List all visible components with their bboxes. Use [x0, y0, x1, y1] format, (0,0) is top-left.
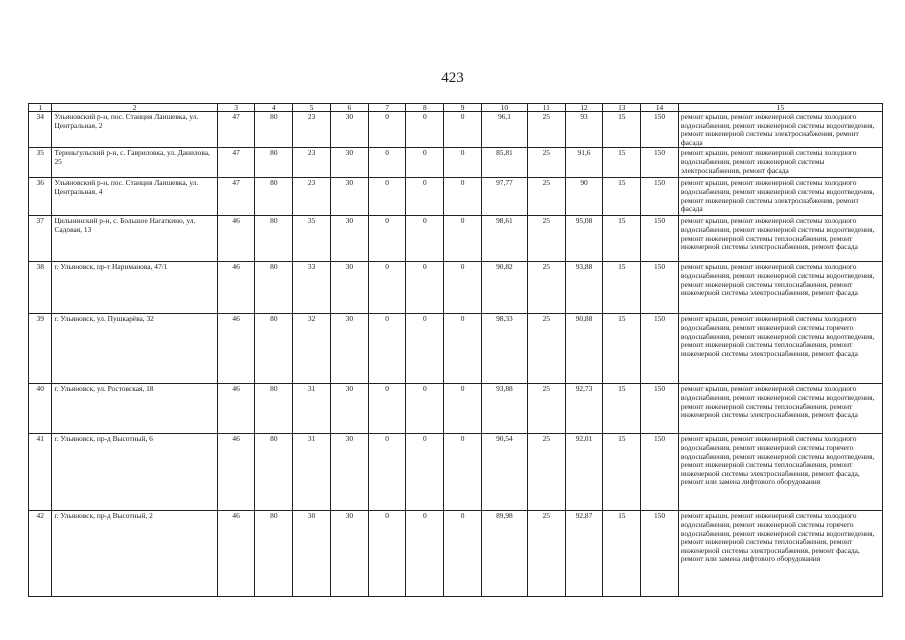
value-cell: 92,73 — [565, 384, 603, 434]
value-cell: 0 — [368, 216, 406, 262]
capital-repair-table — [28, 103, 883, 597]
value-cell: 150 — [641, 314, 679, 384]
column-header: 5 — [293, 104, 331, 112]
value-cell: 30 — [330, 511, 368, 597]
table-row — [29, 216, 883, 262]
value-cell: 30 — [330, 178, 368, 216]
value-cell: 0 — [406, 262, 444, 314]
value-cell: 15 — [603, 178, 641, 216]
row-number: 34 — [29, 112, 52, 148]
value-cell: 23 — [293, 112, 331, 148]
value-cell: 98,61 — [481, 216, 527, 262]
value-cell: 80 — [255, 178, 293, 216]
value-cell: 0 — [444, 178, 482, 216]
value-cell: 15 — [603, 112, 641, 148]
value-cell: 150 — [641, 434, 679, 511]
column-header: 7 — [368, 104, 406, 112]
column-header: 13 — [603, 104, 641, 112]
address-cell: г. Ульяновск, пр-т Нариманова, 47/1 — [52, 262, 217, 314]
value-cell: 150 — [641, 112, 679, 148]
address-cell: Цильнинский р-н, с. Большое Нагаткино, ул. Садовая, 13 — [52, 216, 217, 262]
value-cell: 0 — [406, 434, 444, 511]
row-number: 41 — [29, 434, 52, 511]
value-cell: 0 — [368, 434, 406, 511]
value-cell: 30 — [330, 216, 368, 262]
row-number: 39 — [29, 314, 52, 384]
row-number: 35 — [29, 148, 52, 178]
value-cell: 150 — [641, 262, 679, 314]
row-number: 36 — [29, 178, 52, 216]
value-cell: 46 — [217, 384, 255, 434]
table-row — [29, 314, 883, 384]
value-cell: 95,08 — [565, 216, 603, 262]
value-cell: 47 — [217, 112, 255, 148]
value-cell: 15 — [603, 148, 641, 178]
value-cell: 80 — [255, 216, 293, 262]
value-cell: 0 — [368, 314, 406, 384]
value-cell: 0 — [368, 262, 406, 314]
value-cell: 30 — [330, 112, 368, 148]
address-cell: г. Ульяновск, ул. Пушкарёва, 32 — [52, 314, 217, 384]
value-cell: 98,33 — [481, 314, 527, 384]
works-cell: ремонт крыши, ремонт инженерной системы холодного водоснабжения, ремонт инженерной системы горячего водоснабжения, ремонт инженерной системы водоотведения, ремонт инженерной системы теплоснабжения, ремонт инженерной системы электроснабжения, ремонт фасада — [678, 314, 882, 384]
value-cell: 0 — [368, 112, 406, 148]
address-cell: г. Ульяновск, ул. Ростовская, 18 — [52, 384, 217, 434]
column-header: 6 — [330, 104, 368, 112]
page-number: 423 — [441, 70, 464, 86]
row-number: 37 — [29, 216, 52, 262]
table-row — [29, 148, 883, 178]
column-header: 9 — [444, 104, 482, 112]
value-cell: 15 — [603, 262, 641, 314]
table-row — [29, 511, 883, 597]
column-header: 4 — [255, 104, 293, 112]
value-cell: 32 — [293, 314, 331, 384]
table-row — [29, 112, 883, 148]
value-cell: 25 — [527, 216, 565, 262]
value-cell: 30 — [330, 314, 368, 384]
value-cell: 0 — [444, 511, 482, 597]
works-cell: ремонт крыши, ремонт инженерной системы холодного водоснабжения, ремонт инженерной системы водоотведения, ремонт инженерной системы теплоснабжения, ремонт инженерной системы электроснабжения, ремонт фасада — [678, 384, 882, 434]
address-cell: г. Ульяновск, пр-д Высотный, 6 — [52, 434, 217, 511]
column-header: 11 — [527, 104, 565, 112]
works-cell: ремонт крыши, ремонт инженерной системы холодного водоснабжения, ремонт инженерной системы водоотведения, ремонт инженерной системы теплоснабжения, ремонт инженерной системы электроснабжения, ремонт фасада — [678, 216, 882, 262]
value-cell: 0 — [368, 178, 406, 216]
works-cell: ремонт крыши, ремонт инженерной системы холодного водоснабжения, ремонт инженерной системы электроснабжения, ремонт фасада — [678, 148, 882, 178]
value-cell: 93 — [565, 112, 603, 148]
value-cell: 30 — [330, 262, 368, 314]
works-cell: ремонт крыши, ремонт инженерной системы холодного водоснабжения, ремонт инженерной системы горячего водоснабжения, ремонт инженерной системы водоотведения, ремонт инженерной системы теплоснабжения, ремонт инженерной системы электроснабжения, ремонт фасада, ремонт или замена лифтового оборудования — [678, 511, 882, 597]
value-cell: 15 — [603, 314, 641, 384]
value-cell: 15 — [603, 216, 641, 262]
column-header: 1 — [29, 104, 52, 112]
value-cell: 25 — [527, 314, 565, 384]
value-cell: 96,1 — [481, 112, 527, 148]
value-cell: 150 — [641, 216, 679, 262]
value-cell: 31 — [293, 434, 331, 511]
column-header: 12 — [565, 104, 603, 112]
value-cell: 90,82 — [481, 262, 527, 314]
table-row — [29, 178, 883, 216]
value-cell: 0 — [368, 511, 406, 597]
value-cell: 85,81 — [481, 148, 527, 178]
value-cell: 0 — [444, 434, 482, 511]
value-cell: 0 — [444, 314, 482, 384]
works-cell: ремонт крыши, ремонт инженерной системы холодного водоснабжения, ремонт инженерной системы водоотведения, ремонт инженерной системы теплоснабжения, ремонт инженерной системы электроснабжения, ремонт фасада — [678, 262, 882, 314]
value-cell: 30 — [330, 434, 368, 511]
value-cell: 0 — [406, 178, 444, 216]
row-number: 38 — [29, 262, 52, 314]
value-cell: 80 — [255, 148, 293, 178]
value-cell: 25 — [527, 262, 565, 314]
value-cell: 30 — [293, 511, 331, 597]
value-cell: 0 — [444, 262, 482, 314]
value-cell: 23 — [293, 148, 331, 178]
value-cell: 80 — [255, 262, 293, 314]
value-cell: 150 — [641, 511, 679, 597]
value-cell: 80 — [255, 112, 293, 148]
column-header: 14 — [641, 104, 679, 112]
table-row — [29, 262, 883, 314]
value-cell: 25 — [527, 511, 565, 597]
value-cell: 15 — [603, 434, 641, 511]
value-cell: 46 — [217, 314, 255, 384]
value-cell: 25 — [527, 112, 565, 148]
value-cell: 90,54 — [481, 434, 527, 511]
works-cell: ремонт крыши, ремонт инженерной системы холодного водоснабжения, ремонт инженерной системы горячего водоснабжения, ремонт инженерной системы водоотведения, ремонт инженерной системы теплоснабжения, ремонт инженерной системы электроснабжения, ремонт фасада, ремонт или замена лифтового оборудования — [678, 434, 882, 511]
value-cell: 46 — [217, 511, 255, 597]
value-cell: 25 — [527, 148, 565, 178]
value-cell: 30 — [330, 384, 368, 434]
value-cell: 150 — [641, 178, 679, 216]
column-number-row — [29, 104, 883, 112]
works-cell: ремонт крыши, ремонт инженерной системы холодного водоснабжения, ремонт инженерной системы водоотведения, ремонт инженерной системы электроснабжения, ремонт фасада — [678, 112, 882, 148]
row-number: 40 — [29, 384, 52, 434]
value-cell: 30 — [330, 148, 368, 178]
value-cell: 0 — [406, 314, 444, 384]
value-cell: 0 — [444, 112, 482, 148]
table-row — [29, 384, 883, 434]
value-cell: 0 — [406, 511, 444, 597]
value-cell: 97,77 — [481, 178, 527, 216]
column-header: 3 — [217, 104, 255, 112]
value-cell: 80 — [255, 434, 293, 511]
value-cell: 91,6 — [565, 148, 603, 178]
value-cell: 0 — [406, 112, 444, 148]
column-header: 10 — [481, 104, 527, 112]
value-cell: 0 — [406, 148, 444, 178]
value-cell: 92,01 — [565, 434, 603, 511]
value-cell: 90,88 — [565, 314, 603, 384]
value-cell: 46 — [217, 434, 255, 511]
value-cell: 23 — [293, 178, 331, 216]
value-cell: 0 — [444, 148, 482, 178]
column-header: 2 — [52, 104, 217, 112]
value-cell: 0 — [406, 384, 444, 434]
value-cell: 15 — [603, 511, 641, 597]
value-cell: 150 — [641, 148, 679, 178]
value-cell: 93,88 — [481, 384, 527, 434]
column-header: 15 — [678, 104, 882, 112]
value-cell: 93,88 — [565, 262, 603, 314]
value-cell: 46 — [217, 262, 255, 314]
value-cell: 25 — [527, 434, 565, 511]
value-cell: 0 — [368, 148, 406, 178]
value-cell: 25 — [527, 384, 565, 434]
value-cell: 0 — [368, 384, 406, 434]
value-cell: 90 — [565, 178, 603, 216]
value-cell: 0 — [444, 216, 482, 262]
works-cell: ремонт крыши, ремонт инженерной системы холодного водоснабжения, ремонт инженерной системы водоотведения, ремонт инженерной системы электроснабжения, ремонт фасада — [678, 178, 882, 216]
value-cell: 80 — [255, 511, 293, 597]
value-cell: 46 — [217, 216, 255, 262]
value-cell: 0 — [406, 216, 444, 262]
value-cell: 47 — [217, 148, 255, 178]
value-cell: 80 — [255, 314, 293, 384]
value-cell: 25 — [527, 178, 565, 216]
value-cell: 47 — [217, 178, 255, 216]
row-number: 42 — [29, 511, 52, 597]
table-body — [29, 112, 883, 597]
value-cell: 89,98 — [481, 511, 527, 597]
value-cell: 15 — [603, 384, 641, 434]
value-cell: 35 — [293, 216, 331, 262]
value-cell: 80 — [255, 384, 293, 434]
value-cell: 33 — [293, 262, 331, 314]
value-cell: 31 — [293, 384, 331, 434]
address-cell: Тереньгульский р-н, с. Гавриловка, ул. Данилова, 25 — [52, 148, 217, 178]
value-cell: 92,87 — [565, 511, 603, 597]
address-cell: Ульяновский р-н, пос. Станция Лаишевка, ул. Центральная, 4 — [52, 178, 217, 216]
column-header: 8 — [406, 104, 444, 112]
table-row — [29, 434, 883, 511]
address-cell: г. Ульяновск, пр-д Высотный, 2 — [52, 511, 217, 597]
value-cell: 150 — [641, 384, 679, 434]
value-cell: 0 — [444, 384, 482, 434]
address-cell: Ульяновский р-н, пос. Станция Лаишевка, ул. Центральная, 2 — [52, 112, 217, 148]
